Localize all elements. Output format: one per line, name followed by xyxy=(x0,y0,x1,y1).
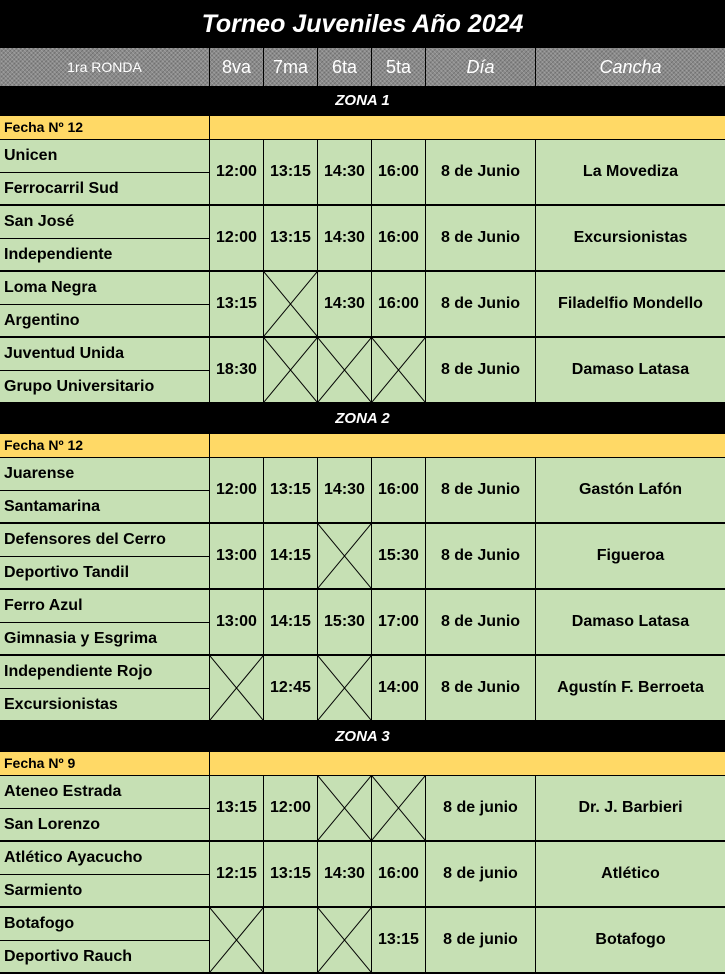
cross-out-icon xyxy=(318,908,371,972)
time-8va: 13:15 xyxy=(210,272,264,336)
time-6ta-cancelled xyxy=(318,908,372,972)
home-team: Loma Negra xyxy=(0,272,209,305)
match-day: 8 de Junio xyxy=(426,458,536,522)
match-day: 8 de Junio xyxy=(426,524,536,588)
match-venue: Damaso Latasa xyxy=(571,361,690,378)
away-team: Excursionistas xyxy=(4,696,118,713)
time-7ma xyxy=(264,908,318,972)
match-venue: Excursionistas xyxy=(573,229,688,246)
cross-out-icon xyxy=(264,338,317,402)
time-8va-cancelled xyxy=(210,656,264,720)
time-8va: 12:00 xyxy=(210,206,264,270)
home-team: San José xyxy=(0,206,209,239)
match-teams xyxy=(0,656,210,720)
away-team: Independiente xyxy=(4,246,113,263)
match-day: 8 de junio xyxy=(426,842,536,906)
match-teams xyxy=(0,524,210,588)
match-teams xyxy=(0,140,210,204)
time-7ma: 14:15 xyxy=(264,524,318,588)
time-7ma: 13:15 xyxy=(264,458,318,522)
time-6ta: 14:30 xyxy=(318,842,372,906)
time-8va: 18:30 xyxy=(210,338,264,402)
time-5ta: 16:00 xyxy=(372,140,426,204)
match-venue: Filadelfio Mondello xyxy=(558,295,703,312)
time-6ta-cancelled xyxy=(318,656,372,720)
match-day: 8 de junio xyxy=(426,776,536,840)
home-team: Atlético Ayacucho xyxy=(0,842,209,875)
fecha-row xyxy=(0,116,725,140)
match-venue: Figueroa xyxy=(596,547,665,564)
match-day: 8 de junio xyxy=(426,908,536,972)
time-6ta-cancelled xyxy=(318,524,372,588)
time-6ta-cancelled xyxy=(318,776,372,840)
col-6ta-header: 6ta xyxy=(318,48,372,86)
col-5ta-header: 5ta xyxy=(372,48,426,86)
home-team: Ferro Azul xyxy=(0,590,209,623)
home-team: Defensores del Cerro xyxy=(0,524,209,557)
time-7ma: 12:00 xyxy=(264,776,318,840)
time-8va: 12:00 xyxy=(210,140,264,204)
time-5ta: 16:00 xyxy=(372,272,426,336)
time-5ta: 17:00 xyxy=(372,590,426,654)
time-8va: 12:15 xyxy=(210,842,264,906)
time-7ma: 13:15 xyxy=(264,140,318,204)
cross-out-icon xyxy=(318,338,371,402)
match-venue: Botafogo xyxy=(595,931,666,948)
time-7ma-cancelled xyxy=(264,272,318,336)
match-day: 8 de Junio xyxy=(426,272,536,336)
match-row xyxy=(0,842,725,908)
match-venue: Damaso Latasa xyxy=(571,613,690,630)
match-venue: Agustín F. Berroeta xyxy=(557,679,704,696)
time-5ta-cancelled xyxy=(372,338,426,402)
match-venue: La Movediza xyxy=(582,163,679,180)
fecha-row xyxy=(0,752,725,776)
time-6ta: 14:30 xyxy=(318,458,372,522)
cross-out-icon xyxy=(264,272,317,336)
time-5ta: 16:00 xyxy=(372,206,426,270)
away-team: Ferrocarril Sud xyxy=(4,180,119,197)
home-team: Juarense xyxy=(0,458,209,491)
dia-header: Día xyxy=(426,48,536,86)
away-team: San Lorenzo xyxy=(4,816,101,833)
time-8va: 13:15 xyxy=(210,776,264,840)
away-team: Sarmiento xyxy=(4,882,83,899)
fecha-label: Fecha Nº 12 xyxy=(0,116,210,139)
column-header-row xyxy=(0,48,725,86)
away-team: Santamarina xyxy=(4,498,101,515)
home-team: Independiente Rojo xyxy=(0,656,209,689)
away-team: Gimnasia y Esgrima xyxy=(4,630,157,647)
away-team: Grupo Universitario xyxy=(4,378,155,395)
col-8va-header: 8va xyxy=(210,48,264,86)
fecha-row xyxy=(0,434,725,458)
match-venue: Gastón Lafón xyxy=(578,481,683,498)
col-7ma-header: 7ma xyxy=(264,48,318,86)
time-5ta: 16:00 xyxy=(372,842,426,906)
cross-out-icon xyxy=(372,338,425,402)
time-6ta: 14:30 xyxy=(318,206,372,270)
time-5ta: 14:00 xyxy=(372,656,426,720)
match-day: 8 de Junio xyxy=(426,590,536,654)
match-row xyxy=(0,776,725,842)
match-row xyxy=(0,908,725,974)
time-6ta-cancelled xyxy=(318,338,372,402)
away-team: Argentino xyxy=(4,312,80,329)
zone-header: ZONA 3 xyxy=(0,722,725,752)
time-5ta: 16:00 xyxy=(372,458,426,522)
cross-out-icon xyxy=(210,908,263,972)
match-teams xyxy=(0,842,210,906)
time-7ma: 13:15 xyxy=(264,206,318,270)
match-row xyxy=(0,272,725,338)
home-team: Unicen xyxy=(0,140,209,173)
sheet-title: Torneo Juveniles Año 2024 xyxy=(0,0,725,48)
time-8va: 12:00 xyxy=(210,458,264,522)
fecha-label: Fecha Nº 12 xyxy=(0,434,210,457)
match-row xyxy=(0,656,725,722)
time-7ma: 13:15 xyxy=(264,842,318,906)
match-day: 8 de Junio xyxy=(426,206,536,270)
round-header: 1ra RONDA xyxy=(0,48,210,86)
match-row xyxy=(0,458,725,524)
fecha-label: Fecha Nº 9 xyxy=(0,752,210,775)
time-7ma: 12:45 xyxy=(264,656,318,720)
match-row xyxy=(0,140,725,206)
cross-out-icon xyxy=(372,776,425,840)
time-7ma-cancelled xyxy=(264,338,318,402)
match-row xyxy=(0,590,725,656)
match-venue: Dr. J. Barbieri xyxy=(578,799,683,816)
match-teams xyxy=(0,458,210,522)
time-5ta: 13:15 xyxy=(372,908,426,972)
match-teams xyxy=(0,206,210,270)
cross-out-icon xyxy=(210,656,263,720)
match-teams xyxy=(0,776,210,840)
zone-header: ZONA 1 xyxy=(0,86,725,116)
time-6ta: 14:30 xyxy=(318,272,372,336)
time-8va-cancelled xyxy=(210,908,264,972)
match-day: 8 de Junio xyxy=(426,656,536,720)
time-6ta: 15:30 xyxy=(318,590,372,654)
home-team: Juventud Unida xyxy=(0,338,209,371)
home-team: Botafogo xyxy=(0,908,209,941)
match-day: 8 de Junio xyxy=(426,140,536,204)
match-teams xyxy=(0,338,210,402)
match-row xyxy=(0,338,725,404)
cross-out-icon xyxy=(318,656,371,720)
cross-out-icon xyxy=(318,776,371,840)
home-team: Ateneo Estrada xyxy=(0,776,209,809)
zone-header: ZONA 2 xyxy=(0,404,725,434)
cancha-header: Cancha xyxy=(536,48,725,86)
match-day: 8 de Junio xyxy=(426,338,536,402)
time-5ta-cancelled xyxy=(372,776,426,840)
match-venue: Atlético xyxy=(601,865,660,882)
time-5ta: 15:30 xyxy=(372,524,426,588)
time-8va: 13:00 xyxy=(210,590,264,654)
away-team: Deportivo Tandil xyxy=(4,564,130,581)
match-teams xyxy=(0,590,210,654)
match-row xyxy=(0,206,725,272)
cross-out-icon xyxy=(318,524,371,588)
time-6ta: 14:30 xyxy=(318,140,372,204)
away-team: Deportivo Rauch xyxy=(4,948,133,965)
time-8va: 13:00 xyxy=(210,524,264,588)
match-teams xyxy=(0,272,210,336)
time-7ma: 14:15 xyxy=(264,590,318,654)
match-row xyxy=(0,524,725,590)
match-teams xyxy=(0,908,210,972)
